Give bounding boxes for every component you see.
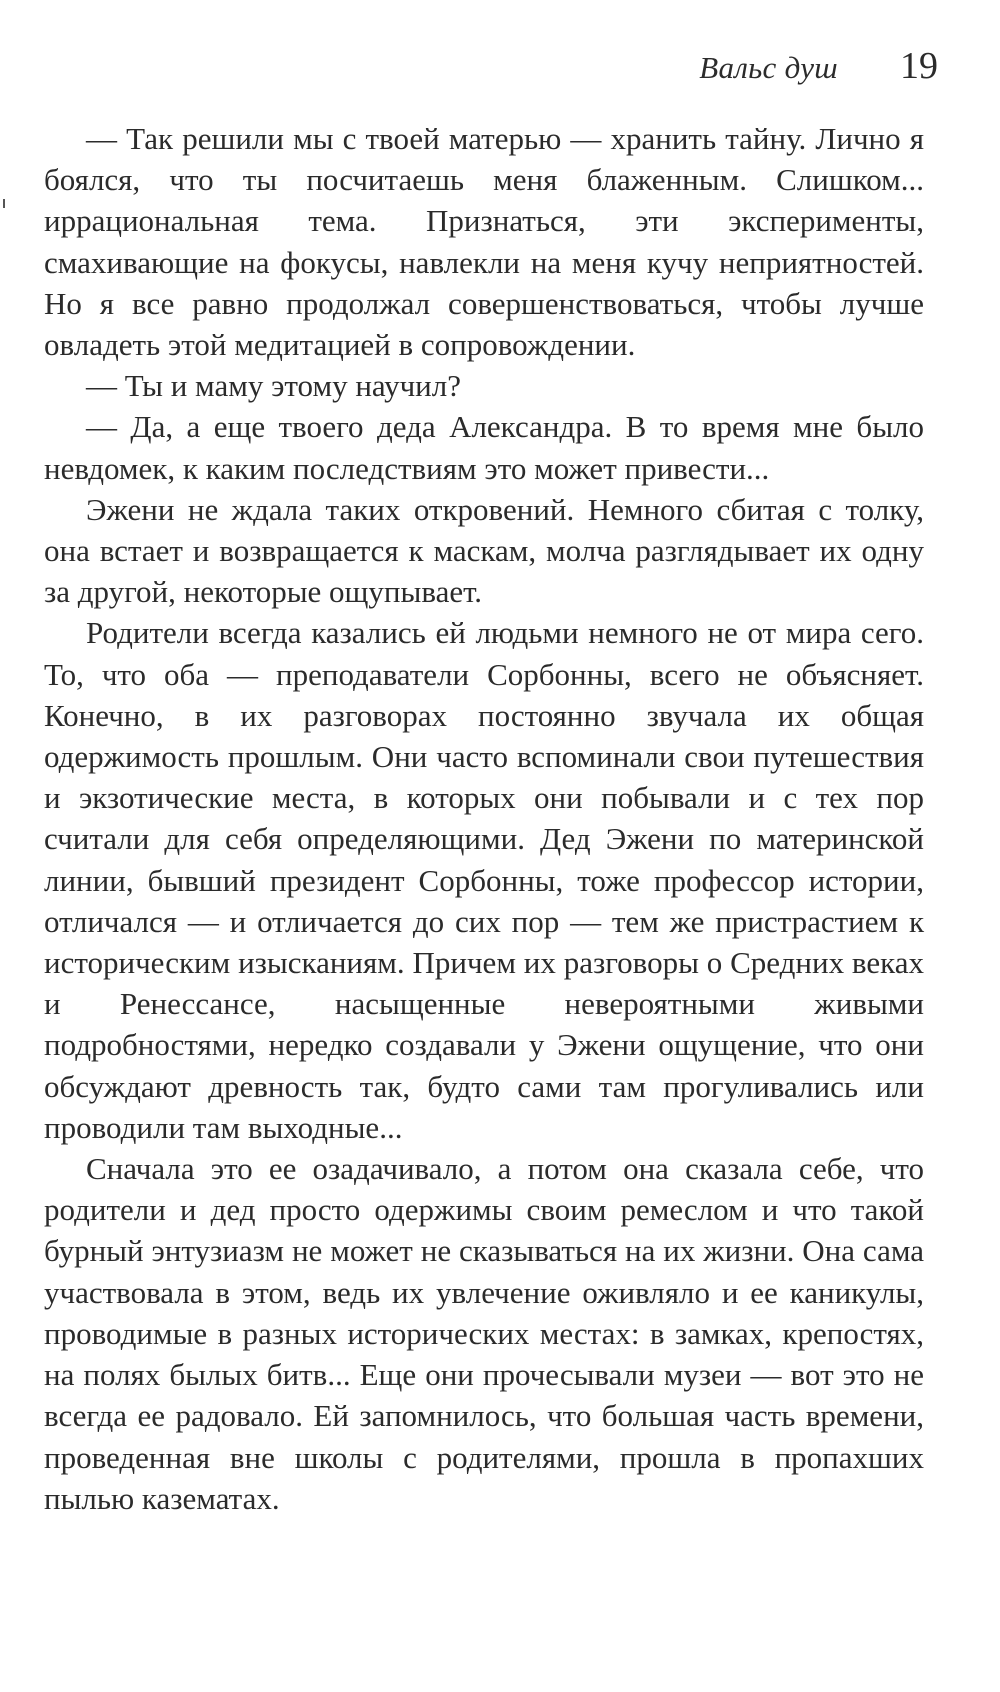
running-head [699, 44, 938, 100]
paragraph: — Ты и маму этому научил? [86, 368, 461, 404]
text-body [44, 118, 924, 1519]
paragraph: Сначала это ее озадачивало, а потом она сказала себе, что родители и дед просто одержимы своим ремеслом и что такой бурный энтузиазм не может не сказываться на их жизни. Она сама участвовала в этом, ведь их увлечение оживляло и ее каникулы, проводимые в разных исторических местах: в замках, крепостях, на полях былых битв... Еще они прочесывали музеи — вот это не всегда ее радовало. Ей запомнилось, что большая часть времени, проведенная вне школы с родителями, прошла в пропахших пылью казематах. [44, 1151, 924, 1516]
paragraph: — Так решили мы с твоей матерью — хранить тайну. Лично я боялся, что ты посчитаешь меня блаженным. Слишком... иррациональная тема. Признаться, эти эксперименты, смахивающие на фокусы, навлекли на меня кучу неприятностей. Но я все равно продолжал совершенствоваться, чтобы лучше овладеть этой медитацией в сопровождении. [44, 121, 924, 363]
paragraph: Эжени не ждала таких откровений. Немного сбитая с толку, она встает и возвращается к маскам, молча разглядывает их одну за другой, некоторые ощупывает. [44, 491, 924, 610]
running-title: Вальс душ [699, 50, 838, 85]
paragraph: Родители всегда казались ей людьми немного не от мира сего. То, что оба — преподаватели Сорбонны, всего не объясняет. Конечно, в их разговорах постоянно звучала их общая одержимость прошлым. Они часто вспоминали свои путешествия и экзотические места, в которых они побывали и с тех пор считали для себя определяющими. Дед Эжени по материнской линии, бывший президент Сорбонны, тоже профессор истории, отличался — и отличается до сих пор — тем же пристрастием к историческим изысканиям. Причем их разговоры о Средних веках и Ренессансе, насыщенные невероятными живыми подробностями, нередко создавали у Эжени ощущение, что они обсуждают древность так, будто сами там прогуливались или проводили там выходные... [44, 615, 924, 1145]
page-number: 19 [900, 45, 938, 87]
scan-speck [3, 199, 5, 208]
paragraph: — Да, а еще твоего деда Александра. В то время мне было невдомек, к каким последствиям это может привести... [44, 409, 924, 486]
